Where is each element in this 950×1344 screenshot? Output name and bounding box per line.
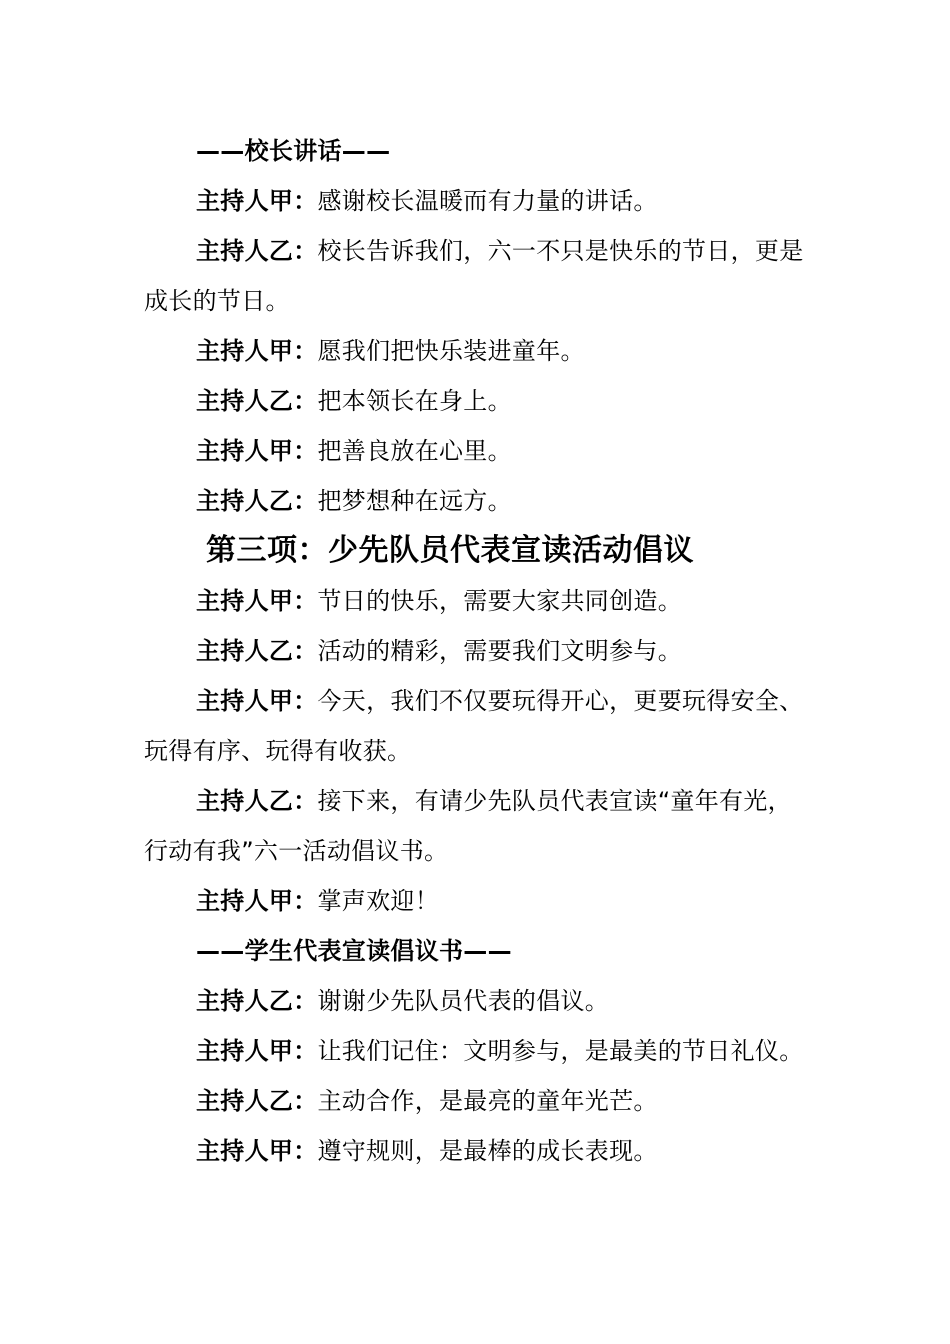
- dialogue-text: 校长告诉我们，六一不只是快乐的节日，更是成长的节日。: [144, 237, 804, 315]
- speaker-label: 主持人甲：: [196, 887, 318, 915]
- dialogue-line: [144, 1026, 808, 1076]
- dialogue-text: 感谢校长温暖而有力量的讲话。: [317, 187, 658, 215]
- speaker-label: 主持人甲：: [196, 1037, 318, 1065]
- speaker-label: 主持人甲：: [196, 187, 318, 215]
- dialogue-text: 节日的快乐，需要大家共同创造。: [317, 587, 682, 615]
- dialogue-line: [144, 476, 808, 526]
- dialogue-text: 愿我们把快乐装进童年。: [317, 337, 585, 365]
- dialogue-text: 把本领长在身上。: [317, 387, 512, 415]
- speaker-label: 主持人甲：: [196, 687, 318, 715]
- speaker-label: 主持人乙：: [196, 1087, 318, 1115]
- dialogue-text: 活动的精彩，需要我们文明参与。: [317, 637, 682, 665]
- dialogue-text: 接下来，有请少先队员代表宣读“童年有光，行动有我”六一活动倡议书。: [144, 787, 792, 865]
- section-heading: 第三项：少先队员代表宣读活动倡议: [206, 533, 694, 568]
- script-body: [144, 126, 808, 1176]
- dialogue-text: 遵守规则，是最棒的成长表现。: [317, 1137, 658, 1165]
- dialogue-line: [144, 626, 808, 676]
- speaker-label: 主持人甲：: [196, 337, 318, 365]
- stage-direction: ——学生代表宣读倡议书——: [196, 937, 512, 965]
- dialogue-text: 主动合作，是最亮的童年光芒。: [317, 1087, 658, 1115]
- speaker-label: 主持人乙：: [196, 387, 318, 415]
- dialogue-text: 谢谢少先队员代表的倡议。: [317, 987, 610, 1015]
- dialogue-line: [144, 776, 808, 876]
- dialogue-line: [144, 426, 808, 476]
- speaker-label: 主持人乙：: [196, 787, 318, 815]
- dialogue-line: [144, 226, 808, 326]
- speaker-label: 主持人乙：: [196, 487, 318, 515]
- speaker-label: 主持人乙：: [196, 637, 318, 665]
- speaker-label: 主持人乙：: [196, 987, 318, 1015]
- dialogue-text: 今天，我们不仅要玩得开心，更要玩得安全、玩得有序、玩得有收获。: [144, 687, 804, 765]
- speaker-label: 主持人乙：: [196, 237, 318, 265]
- dialogue-line: [144, 176, 808, 226]
- stage-direction: ——校长讲话——: [196, 137, 391, 165]
- speaker-label: 主持人甲：: [196, 587, 318, 615]
- dialogue-line: [144, 676, 808, 776]
- dialogue-line: [144, 376, 808, 426]
- dialogue-line: [144, 1126, 808, 1176]
- dialogue-line: [144, 1076, 808, 1126]
- dialogue-line: [144, 576, 808, 626]
- dialogue-line: [144, 976, 808, 1026]
- speaker-label: 主持人甲：: [196, 437, 318, 465]
- dialogue-text: 把善良放在心里。: [317, 437, 512, 465]
- dialogue-text: 让我们记住：文明参与，是最美的节日礼仪。: [317, 1037, 804, 1065]
- dialogue-text: 掌声欢迎！: [317, 887, 439, 915]
- dialogue-line: [144, 876, 808, 926]
- dialogue-line: [144, 326, 808, 376]
- dialogue-text: 把梦想种在远方。: [317, 487, 512, 515]
- speaker-label: 主持人甲：: [196, 1137, 318, 1165]
